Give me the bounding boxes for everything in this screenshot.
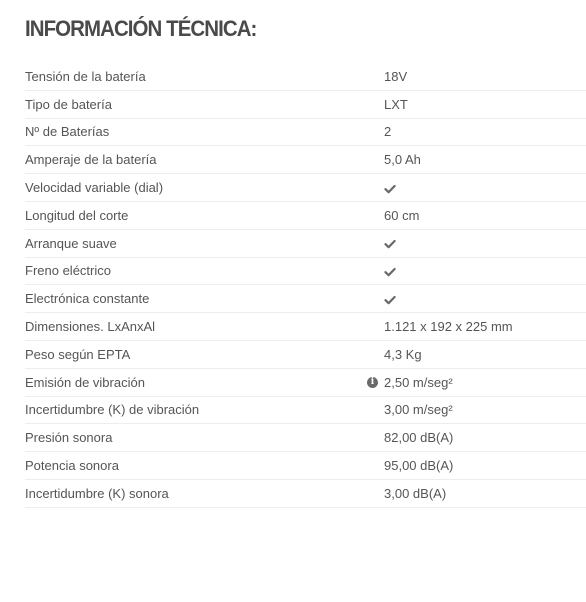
spec-row: [25, 146, 586, 174]
spec-value: 82,00 dB(A): [384, 430, 454, 446]
spec-row: [25, 258, 586, 286]
spec-row: [25, 119, 586, 147]
check-icon: [384, 238, 396, 250]
spec-label: Presión sonora: [25, 430, 113, 446]
spec-value: 3,00 dB(A): [384, 485, 447, 501]
spec-label: Nº de Baterías: [25, 124, 110, 140]
spec-row: [25, 397, 586, 425]
spec-value: 4,3 Kg: [384, 346, 422, 362]
spec-row: [25, 480, 586, 508]
spec-value: 2,50 m/seg²: [384, 374, 453, 390]
spec-label: Tipo de batería: [25, 96, 112, 112]
spec-value: 3,00 m/seg²: [384, 402, 453, 418]
spec-label: Peso según EPTA: [25, 346, 131, 362]
spec-label: Velocidad variable (dial): [25, 180, 164, 196]
spec-label: Dimensiones. LxAnxAl: [25, 319, 156, 335]
page-title: INFORMACIÓN TÉCNICA:: [25, 16, 257, 41]
check-icon: [384, 294, 396, 306]
spec-row: [25, 174, 586, 202]
spec-row: [25, 230, 586, 258]
spec-label: Arranque suave: [25, 235, 117, 251]
spec-row: [25, 313, 586, 341]
spec-value: LXT: [384, 96, 408, 112]
spec-row: [25, 424, 586, 452]
spec-label: Potencia sonora: [25, 458, 119, 474]
info-icon[interactable]: i: [367, 377, 378, 388]
spec-label: Emisión de vibración: [25, 374, 145, 390]
spec-row: [25, 91, 586, 119]
spec-value: 2: [384, 124, 392, 140]
spec-value-check: [384, 180, 396, 195]
spec-label: Longitud del corte: [25, 207, 129, 223]
spec-row: [25, 369, 586, 397]
spec-row: [25, 285, 586, 313]
check-icon: [384, 183, 396, 195]
spec-row: [25, 452, 586, 480]
spec-label: Incertidumbre (K) de vibración: [25, 402, 200, 418]
spec-value-check: [384, 236, 396, 251]
spec-row: [25, 202, 586, 230]
spec-value: 1.121 x 192 x 225 mm: [384, 319, 513, 335]
check-icon: [384, 266, 396, 278]
spec-value: 18V: [384, 69, 408, 85]
spec-value: 60 cm: [384, 207, 420, 223]
spec-label: Amperaje de la batería: [25, 152, 157, 168]
spec-row: [25, 63, 586, 91]
spec-value: 5,0 Ah: [384, 152, 421, 168]
spec-value-check: [384, 263, 396, 278]
spec-label: Incertidumbre (K) sonora: [25, 485, 169, 501]
spec-label: Tensión de la batería: [25, 69, 146, 85]
spec-row: [25, 341, 586, 369]
spec-table: [25, 63, 586, 508]
spec-label: Freno eléctrico: [25, 263, 111, 279]
spec-label: Electrónica constante: [25, 291, 150, 307]
spec-value: 95,00 dB(A): [384, 458, 454, 474]
spec-value-check: [384, 291, 396, 306]
